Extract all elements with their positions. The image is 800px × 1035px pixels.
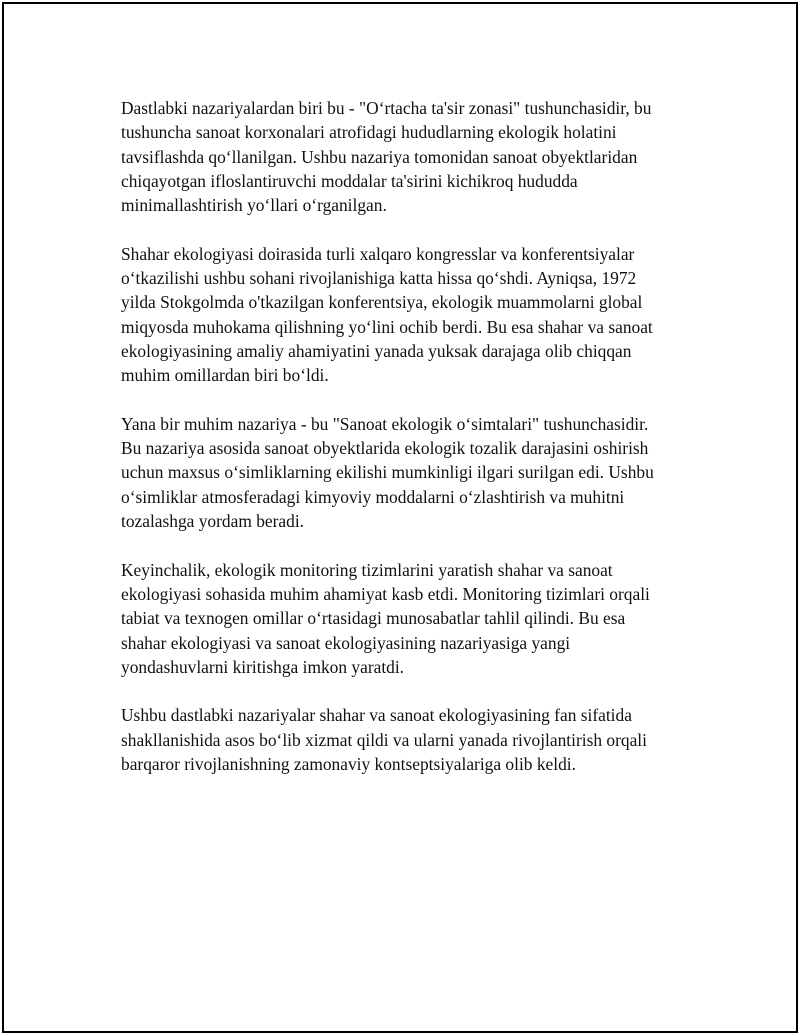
paragraph-1: Dastlabki nazariyalardan biri bu - "O‘rtacha ta'sir zonasi" tushunchasidir, bu tushuncha sanoat korxonalari atrofidagi hududlarning ekologik holatini tavsiflashda qo‘llanilgan. Ushbu nazariya tomonidan sanoat obyektlaridan chiqayotgan ifloslantiruvchi moddalar ta'sirini kichikroq hududda minimallashtirish yo‘llari o‘rganilgan. (121, 98, 652, 216)
paragraph-3: Yana bir muhim nazariya - bu "Sanoat ekologik o‘simtalari" tushunchasidir. Bu nazariya asosida sanoat obyektlarida ekologik tozalik darajasini oshirish uchun maxsus o‘simliklarning ekilishi mumkinligi ilgari surilgan edi. Ushbu o‘simliklar atmosferadagi kimyoviy moddalarni o‘zlashtirish va muhitni tozalashga yordam beradi. (121, 413, 654, 532)
document-page (2, 2, 798, 1033)
paragraph-2: Shahar ekologiyasi doirasida turli xalqaro kongresslar va konferentsiyalar o‘tkazilishi ushbu sohani rivojlanishiga katta hissa qo‘shdi. Ayniqsa, 1972 yilda Stokgolmda o'tkazilgan konferentsiya, ekologik muammolarni global miqyosda muhokama qilishning yo‘lini ochib berdi. Bu esa shahar va sanoat ekologiyasining amaliy ahamiyatini yanada yuksak darajaga olib chiqqan muhim omillardan biri bo‘ldi. (121, 243, 653, 386)
paragraph-5: Ushbu dastlabki nazariyalar shahar va sanoat ekologiyasining fan sifatida shakllanishida asos bo‘lib xizmat qildi va ularni yanada rivojlantirish orqali barqaror rivojlanishning zamonaviy kontseptsiyalariga olib keldi. (121, 705, 647, 775)
document-body (121, 96, 701, 801)
paragraph-4: Keyinchalik, ekologik monitoring tizimlarini yaratish shahar va sanoat ekologiyasi sohasida muhim ahamiyat kasb etdi. Monitoring tizimlari orqali tabiat va texnogen omillar o‘rtasidagi munosabatlar tahlil qilindi. Bu esa shahar ekologiyasi va sanoat ekologiyasining nazariyasiga yangi yondashuvlarni kiritishga imkon yaratdi. (121, 559, 650, 677)
